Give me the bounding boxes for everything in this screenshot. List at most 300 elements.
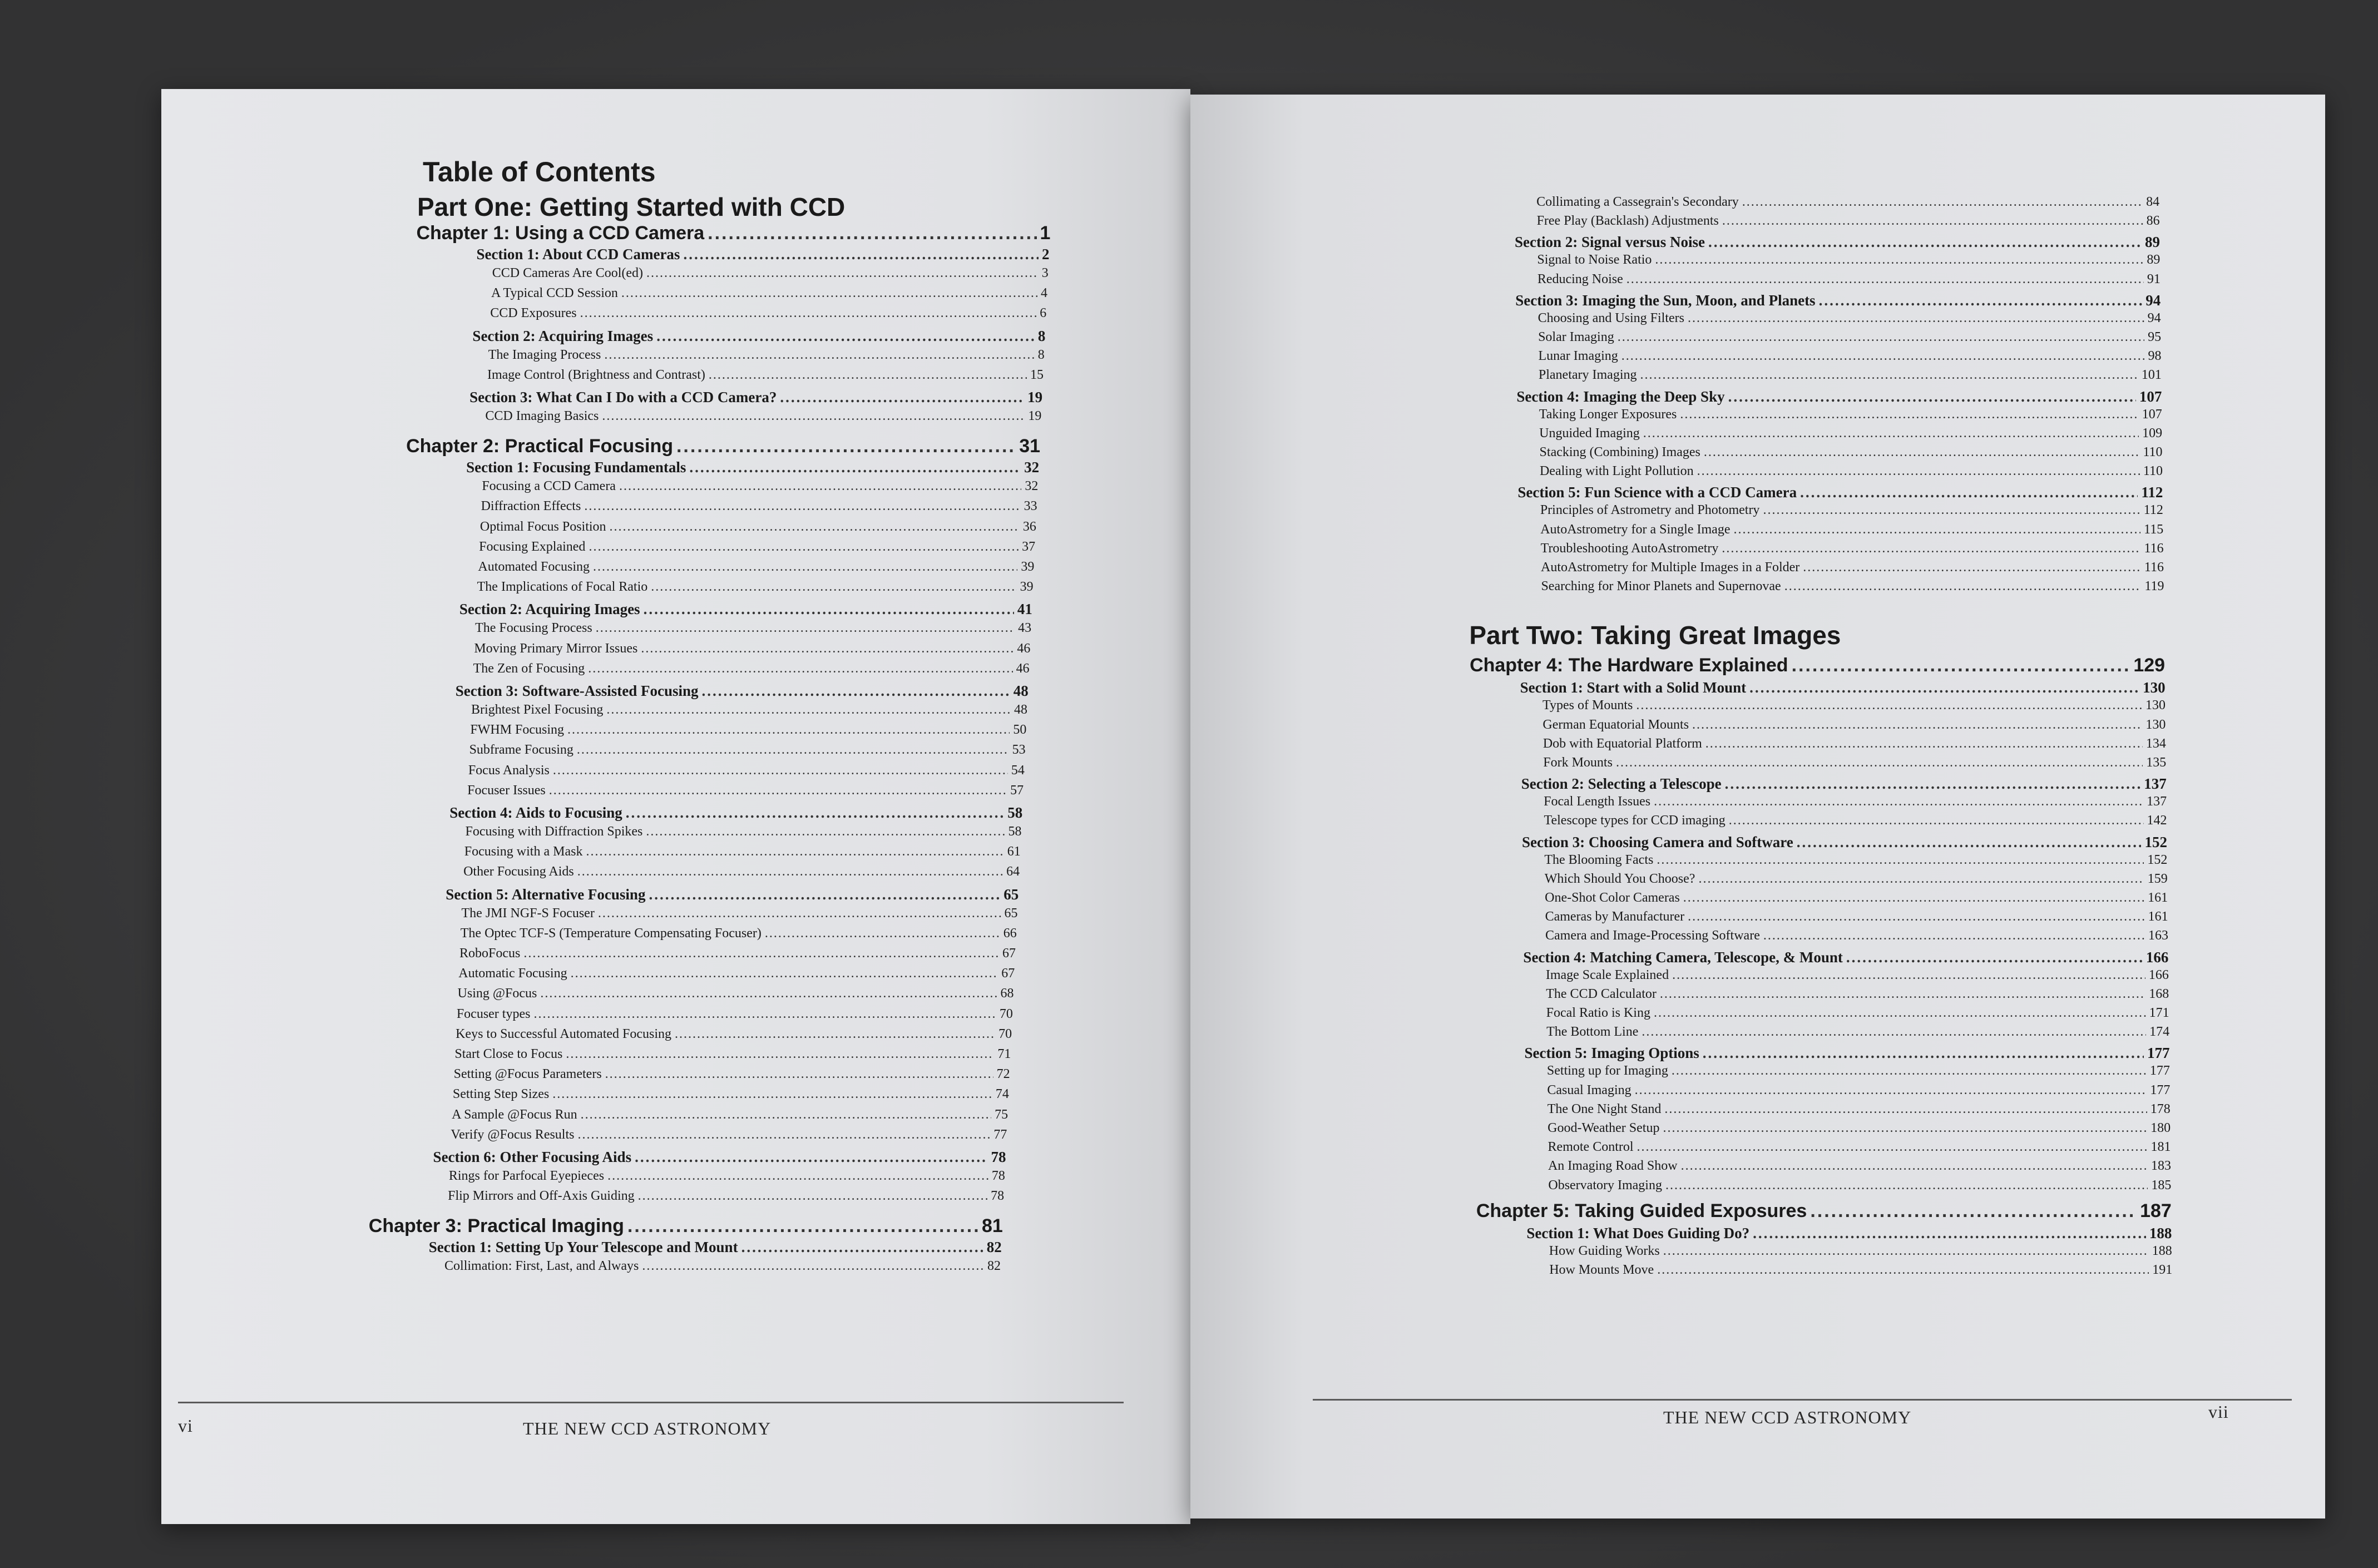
toc-entry-title: Camera and Image-Processing Software	[1545, 928, 1760, 943]
toc-section-row	[1515, 234, 2160, 251]
toc-topic-row	[453, 1087, 1009, 1102]
toc-page-number: 82	[986, 1239, 1002, 1256]
leader-dots	[598, 906, 1001, 921]
toc-topic-row	[1537, 253, 2160, 268]
toc-topic-row	[482, 479, 1038, 494]
toc-page-number: 39	[1021, 560, 1035, 574]
leader-dots	[577, 743, 1009, 758]
toc-entry-title: Casual Imaging	[1547, 1082, 1632, 1097]
toc-topic-row	[467, 783, 1024, 798]
leader-dots	[1665, 1178, 2148, 1193]
toc-entry-title: Principles of Astrometry and Photometry	[1540, 503, 1760, 518]
toc-chapter-row	[1470, 655, 2165, 676]
toc-topic-row	[1545, 928, 2168, 943]
toc-page-number: 129	[2133, 655, 2166, 676]
footer-rule	[178, 1402, 1124, 1403]
toc-topic-row	[461, 926, 1017, 941]
toc-entry-title: Fork Mounts	[1543, 755, 1613, 770]
leader-dots	[1663, 1244, 2149, 1259]
toc-chapter-row	[1476, 1200, 2172, 1222]
toc-entry-title: Which Should You Choose?	[1544, 871, 1695, 886]
toc-page-number: 74	[995, 1087, 1009, 1102]
toc-topic-row	[1544, 813, 2167, 828]
toc-page-number: 84	[2146, 195, 2160, 209]
toc-entry-title: CCD Cameras Are Cool(ed)	[492, 266, 644, 280]
toc-entry-title: The Zen of Focusing	[473, 661, 585, 676]
toc-page-number: 67	[1002, 946, 1016, 961]
toc-topic-row	[469, 743, 1026, 758]
toc-topic-row	[1541, 541, 2164, 556]
leader-dots	[1763, 503, 2140, 518]
toc-entry-title: Using @Focus	[457, 986, 537, 1001]
toc-section-row	[1517, 484, 2163, 501]
leader-dots	[605, 1067, 993, 1082]
toc-section-row	[1520, 679, 2166, 696]
toc-page-number: 130	[2143, 679, 2166, 696]
toc-entry-title: Chapter 2: Practical Focusing	[406, 436, 673, 457]
toc-entry-title: Section 2: Selecting a Telescope	[1521, 775, 1722, 793]
toc-page-number: 188	[2149, 1224, 2172, 1241]
toc-page-number: 68	[1000, 986, 1014, 1001]
toc-page-number: 191	[2152, 1263, 2173, 1277]
toc-entry-title: German Equatorial Mounts	[1543, 717, 1689, 732]
leader-dots	[619, 479, 1021, 494]
toc-page-number: 53	[1012, 743, 1026, 758]
toc-entry-title: Unguided Imaging	[1539, 426, 1640, 441]
toc-entry-title: Focus Analysis	[468, 763, 550, 778]
toc-page-number: 163	[2148, 928, 2168, 943]
toc-page-number: 58	[1007, 804, 1023, 821]
toc-page-number: 19	[1028, 409, 1042, 423]
leader-dots	[1722, 541, 2140, 556]
leader-dots	[1672, 968, 2145, 983]
toc-page-number: 8	[1037, 327, 1046, 344]
toc-page-number: 81	[981, 1215, 1003, 1237]
leader-dots	[656, 328, 1035, 345]
toc-topic-row	[1544, 794, 2167, 809]
leader-dots	[1800, 484, 2138, 501]
toc-page-number: 3	[1041, 266, 1049, 280]
toc-topic-row	[1537, 214, 2160, 229]
toc-entry-title: Remote Control	[1548, 1140, 1634, 1155]
leader-dots	[588, 661, 1012, 676]
toc-topic-row	[464, 844, 1021, 859]
leader-dots	[540, 986, 997, 1001]
toc-page-number: 185	[2151, 1178, 2172, 1193]
toc-page-number: 70	[999, 1006, 1013, 1021]
toc-entry-title: The CCD Calculator	[1546, 986, 1657, 1001]
toc-chapter-row	[416, 222, 1050, 244]
leader-dots	[1728, 388, 2136, 405]
toc-page-number: 94	[2147, 310, 2161, 325]
toc-topic-row	[1539, 407, 2162, 422]
toc-entry-title: CCD Exposures	[490, 306, 577, 321]
toc-topic-row	[491, 286, 1047, 301]
leader-dots	[1810, 1200, 2137, 1222]
toc-topic-row	[1537, 272, 2161, 287]
toc-topic-row	[1543, 718, 2166, 733]
toc-topic-row	[475, 621, 1031, 636]
leader-dots	[1819, 292, 2143, 309]
toc-entry-title: A Typical CCD Session	[491, 286, 618, 301]
toc-entry-title: Section 1: Start with a Solid Mount	[1520, 679, 1747, 696]
toc-topic-row	[1538, 349, 2161, 364]
toc-section-row	[476, 246, 1049, 263]
toc-entry-title: Reducing Noise	[1537, 271, 1623, 286]
toc-entry-title: RoboFocus	[459, 946, 521, 961]
toc-page-number: 94	[2145, 291, 2161, 309]
leader-dots	[1655, 253, 2143, 268]
leader-dots	[1698, 872, 2144, 887]
toc-topic-row	[1549, 1244, 2172, 1259]
toc-page-number: 48	[1013, 682, 1029, 699]
toc-list-right	[1190, 95, 2325, 1518]
toc-entry-title: Optimal Focus Position	[479, 519, 606, 534]
part-heading: Part One: Getting Started with CCD	[417, 192, 846, 221]
toc-page-number: 101	[2141, 368, 2162, 383]
leader-dots	[676, 436, 1016, 457]
leader-dots	[1654, 794, 2143, 809]
toc-section-row	[1523, 949, 2168, 966]
toc-page-number: 161	[2148, 891, 2168, 905]
toc-page-number: 116	[2144, 560, 2164, 575]
toc-page-number: 77	[993, 1127, 1007, 1142]
toc-topic-row	[452, 1107, 1008, 1122]
leader-dots	[709, 368, 1027, 383]
toc-topic-row	[454, 1067, 1010, 1082]
toc-entry-title: Signal to Noise Ratio	[1537, 253, 1652, 268]
toc-title: Table of Contents	[423, 156, 656, 187]
toc-topic-row	[1540, 503, 2163, 518]
toc-topic-row	[1548, 1102, 2171, 1117]
toc-page-number: 137	[2144, 775, 2167, 793]
toc-page-number: 6	[1040, 306, 1047, 321]
toc-page-number: 67	[1001, 966, 1015, 981]
toc-page-number: 116	[2144, 541, 2164, 556]
leader-dots	[638, 1189, 987, 1204]
left-page	[161, 89, 1190, 1524]
folio-right: vii	[2208, 1402, 2229, 1422]
leader-dots	[553, 763, 1008, 778]
toc-entry-title: How Guiding Works	[1549, 1243, 1660, 1258]
toc-entry-title: Focuser types	[456, 1006, 531, 1021]
toc-page-number: 78	[991, 1189, 1005, 1204]
toc-page-number: 188	[2152, 1243, 2172, 1258]
toc-entry-title: Section 3: What Can I Do with a CCD Camera?	[469, 389, 777, 405]
toc-topic-row	[488, 348, 1045, 363]
leader-dots	[1688, 311, 2144, 326]
toc-page-number: 177	[2149, 1064, 2170, 1079]
leader-dots	[610, 520, 1020, 535]
toc-entry-title: Section 1: Focusing Fundamentals	[466, 459, 686, 476]
toc-section-row	[1525, 1045, 2170, 1062]
toc-page-number: 142	[2147, 813, 2167, 828]
toc-page-number: 19	[1027, 389, 1043, 405]
toc-entry-title: Automated Focusing	[478, 560, 590, 574]
toc-page-number: 109	[2142, 426, 2163, 441]
toc-topic-row	[1546, 1006, 2169, 1021]
leader-dots	[1722, 214, 2143, 229]
toc-entry-title: The Implications of Focal Ratio	[477, 580, 648, 595]
toc-entry-title: Planetary Imaging	[1538, 368, 1637, 383]
leader-dots	[1636, 698, 2142, 713]
toc-entry-title: Subframe Focusing	[469, 743, 574, 758]
toc-topic-row	[1539, 426, 2162, 441]
leader-dots	[708, 222, 1036, 244]
toc-page-number: 78	[991, 1169, 1005, 1183]
toc-entry-title: Focuser Issues	[467, 783, 546, 798]
toc-entry-title: Diffraction Effects	[481, 499, 581, 514]
toc-topic-row	[449, 1169, 1005, 1184]
leader-dots	[1753, 1225, 2146, 1242]
toc-entry-title: Chapter 3: Practical Imaging	[368, 1215, 624, 1237]
toc-topic-row	[1548, 1178, 2171, 1193]
leader-dots	[577, 1127, 990, 1142]
toc-entry-title: Stacking (Combining) Images	[1539, 445, 1700, 459]
leader-dots	[651, 580, 1016, 595]
toc-entry-title: Dob with Equatorial Platform	[1543, 736, 1702, 751]
toc-entry-title: Section 3: Choosing Camera and Software	[1521, 833, 1793, 850]
toc-topic-row	[1547, 1083, 2170, 1098]
toc-section-row	[459, 601, 1032, 618]
leader-dots	[1657, 1263, 2149, 1278]
toc-page-number: 86	[2146, 214, 2160, 229]
toc-page-number: 115	[2144, 522, 2164, 537]
toc-page-number: 112	[2143, 503, 2163, 518]
leader-dots	[635, 1149, 987, 1166]
toc-entry-title: Section 4: Imaging the Deep Sky	[1516, 388, 1725, 405]
toc-topic-row	[481, 499, 1037, 514]
toc-topic-row	[454, 1047, 1011, 1062]
toc-page-number: 178	[2150, 1101, 2171, 1116]
toc-entry-title: Setting up for Imaging	[1546, 1064, 1668, 1079]
toc-entry-title: How Mounts Move	[1549, 1263, 1654, 1277]
toc-topic-row	[1540, 445, 2163, 460]
toc-page-number: 110	[2143, 464, 2163, 479]
toc-topic-row	[457, 1007, 1013, 1022]
toc-topic-row	[487, 368, 1044, 383]
toc-topic-row	[1538, 311, 2161, 326]
leader-dots	[644, 601, 1014, 618]
toc-section-row	[1521, 775, 2167, 793]
leader-dots	[741, 1239, 983, 1256]
toc-entry-title: Chapter 1: Using a CCD Camera	[416, 222, 705, 244]
toc-topic-row	[1546, 987, 2169, 1002]
toc-page-number: 46	[1016, 661, 1030, 676]
leader-dots	[567, 723, 1010, 738]
toc-entry-title: AutoAstrometry for a Single Image	[1540, 522, 1731, 537]
toc-section-row	[446, 886, 1019, 903]
leader-dots	[1846, 949, 2143, 966]
leader-dots	[649, 886, 1000, 903]
toc-page-number: 46	[1017, 641, 1031, 656]
toc-chapter-row	[406, 436, 1040, 457]
toc-section-row	[1526, 1225, 2172, 1242]
leader-dots	[1680, 407, 2138, 422]
toc-section-row	[1522, 834, 2167, 851]
toc-page-number: 54	[1011, 763, 1025, 778]
toc-topic-row	[485, 409, 1041, 424]
toc-chapter-row	[369, 1215, 1003, 1237]
toc-page-number: 174	[2149, 1025, 2170, 1040]
leader-dots	[1663, 1121, 2147, 1136]
toc-entry-title: Keys to Successful Automated Focusing	[456, 1026, 672, 1041]
leader-dots	[606, 703, 1011, 718]
toc-entry-title: Section 2: Signal versus Noise	[1515, 234, 1705, 251]
toc-entry-title: Good-Weather Setup	[1548, 1121, 1660, 1135]
leader-dots	[586, 844, 1003, 859]
toc-topic-row	[470, 723, 1026, 738]
toc-page-number: 181	[2150, 1140, 2171, 1155]
toc-topic-row	[1543, 736, 2166, 751]
leader-dots	[1749, 679, 2139, 696]
leader-dots	[1705, 736, 2143, 751]
toc-entry-title: A Sample @Focus Run	[452, 1107, 577, 1122]
toc-section-row	[1516, 388, 2162, 405]
toc-topic-row	[1543, 755, 2166, 770]
toc-entry-title: Automatic Focusing	[458, 966, 567, 981]
leader-dots	[1729, 813, 2144, 828]
toc-page-number: 98	[2148, 349, 2162, 364]
toc-page-number: 171	[2149, 1006, 2169, 1020]
toc-page-number: 15	[1030, 367, 1044, 382]
toc-entry-title: Setting @Focus Parameters	[453, 1067, 602, 1082]
toc-page-number: 112	[2141, 484, 2163, 501]
toc-page-number: 58	[1008, 824, 1022, 839]
toc-page-number: 36	[1022, 519, 1036, 534]
toc-page-number: 48	[1014, 703, 1028, 717]
leader-dots	[1763, 928, 2145, 943]
toc-topic-row	[1543, 698, 2166, 713]
leader-dots	[626, 804, 1004, 822]
toc-page-number: 66	[1003, 926, 1017, 941]
toc-entry-title: One-Shot Color Cameras	[1545, 891, 1680, 905]
leader-dots	[533, 1007, 996, 1022]
toc-entry-title: The Optec TCF-S (Temperature Compensating Focuser)	[460, 926, 762, 941]
leader-dots	[602, 409, 1025, 424]
toc-entry-title: Focusing with a Mask	[464, 844, 583, 859]
toc-entry-title: Part Two: Taking Great Images	[1469, 621, 1841, 650]
toc-page-number: 82	[987, 1259, 1001, 1274]
toc-topic-row	[1545, 891, 2168, 906]
toc-entry-title: Section 3: Imaging the Sun, Moon, and Planets	[1515, 291, 1816, 309]
toc-entry-title: Focal Ratio is King	[1546, 1006, 1650, 1020]
toc-page-number: 31	[1019, 436, 1041, 457]
toc-page-number: 134	[2145, 736, 2166, 751]
toc-page-number: 75	[995, 1107, 1008, 1122]
toc-entry-title: Section 5: Imaging Options	[1524, 1045, 1699, 1062]
toc-page-number: 110	[2143, 445, 2163, 459]
toc-entry-title: Free Play (Backlash) Adjustments	[1536, 214, 1719, 229]
toc-page-number: 180	[2150, 1121, 2171, 1135]
toc-entry-title: Image Scale Explained	[1545, 967, 1669, 982]
leader-dots	[627, 1215, 978, 1237]
leader-dots	[596, 621, 1015, 636]
toc-topic-row	[1539, 368, 2162, 383]
toc-topic-row	[474, 641, 1030, 656]
toc-page-number: 4	[1040, 286, 1047, 301]
leader-dots	[1642, 1025, 2146, 1040]
toc-page-number: 78	[991, 1149, 1006, 1165]
toc-topic-row	[471, 703, 1027, 718]
leader-dots	[577, 864, 1003, 879]
toc-page-number: 130	[2145, 717, 2166, 732]
leader-dots	[607, 1169, 988, 1184]
toc-topic-row	[1541, 560, 2164, 575]
toc-entry-title: Verify @Focus Results	[451, 1127, 575, 1142]
toc-page-number: 183	[2150, 1159, 2171, 1174]
toc-entry-title: Focusing Explained	[479, 539, 586, 554]
toc-entry-title: Flip Mirrors and Off-Axis Guiding	[448, 1189, 635, 1204]
toc-page-number: 43	[1018, 621, 1032, 636]
leader-dots	[1797, 834, 2142, 851]
toc-topic-row	[1540, 464, 2163, 479]
leader-dots	[1733, 522, 2140, 537]
toc-topic-row	[448, 1189, 1004, 1204]
leader-dots	[1697, 464, 2140, 479]
toc-page-number: 72	[996, 1067, 1010, 1082]
toc-page-number: 65	[1004, 906, 1018, 921]
toc-topic-row	[462, 906, 1018, 921]
leader-dots	[780, 389, 1024, 406]
toc-page-number: 152	[2147, 852, 2168, 867]
leader-dots	[765, 926, 1000, 941]
leader-dots	[1616, 755, 2143, 770]
toc-entry-title: Section 6: Other Focusing Aids	[433, 1149, 632, 1165]
leader-dots	[566, 1047, 994, 1062]
toc-entry-title: Section 1: What Does Guiding Do?	[1526, 1224, 1750, 1241]
toc-entry-title: CCD Imaging Basics	[485, 409, 599, 423]
toc-page-number: 50	[1013, 723, 1027, 738]
toc-topic-row	[490, 306, 1046, 321]
toc-entry-title: Section 2: Acquiring Images	[459, 601, 640, 618]
toc-entry-title: Cameras by Manufacturer	[1545, 909, 1685, 924]
toc-topic-row	[1549, 1263, 2172, 1278]
leader-dots	[1640, 368, 2138, 383]
toc-page-number: 107	[2139, 388, 2162, 405]
leader-dots	[1664, 1102, 2147, 1117]
running-footer-left: THE NEW CCD ASTRONOMY	[523, 1418, 772, 1438]
leader-dots	[1660, 987, 2145, 1002]
toc-page-number: 37	[1022, 539, 1036, 554]
leader-dots	[641, 641, 1014, 656]
toc-list-left	[161, 89, 1190, 1524]
toc-entry-title: FWHM Focusing	[470, 723, 564, 738]
leader-dots	[1654, 1006, 2146, 1021]
toc-entry-title: Brightest Pixel Focusing	[471, 703, 604, 717]
toc-topic-row	[1545, 872, 2168, 887]
toc-section-row	[472, 328, 1045, 345]
toc-page-number: 166	[2145, 948, 2169, 966]
leader-dots	[1683, 891, 2144, 906]
toc-topic-row	[466, 824, 1022, 839]
leader-dots	[1692, 718, 2142, 733]
leader-dots	[702, 682, 1010, 700]
toc-page-number: 32	[1025, 479, 1039, 494]
toc-page-number: 2	[1041, 246, 1050, 263]
leader-dots	[1626, 272, 2144, 287]
leader-dots	[621, 286, 1037, 301]
toc-page-number: 91	[2147, 271, 2161, 286]
toc-topic-row	[479, 540, 1035, 555]
toc-entry-title: Choosing and Using Filters	[1537, 310, 1684, 325]
toc-entry-title: Section 1: About CCD Cameras	[476, 246, 680, 263]
toc-page-number: 187	[2140, 1200, 2172, 1221]
toc-topic-row	[463, 864, 1020, 879]
toc-page-number: 177	[2147, 1045, 2170, 1062]
leader-dots	[1681, 1159, 2148, 1174]
leader-dots	[604, 348, 1034, 363]
